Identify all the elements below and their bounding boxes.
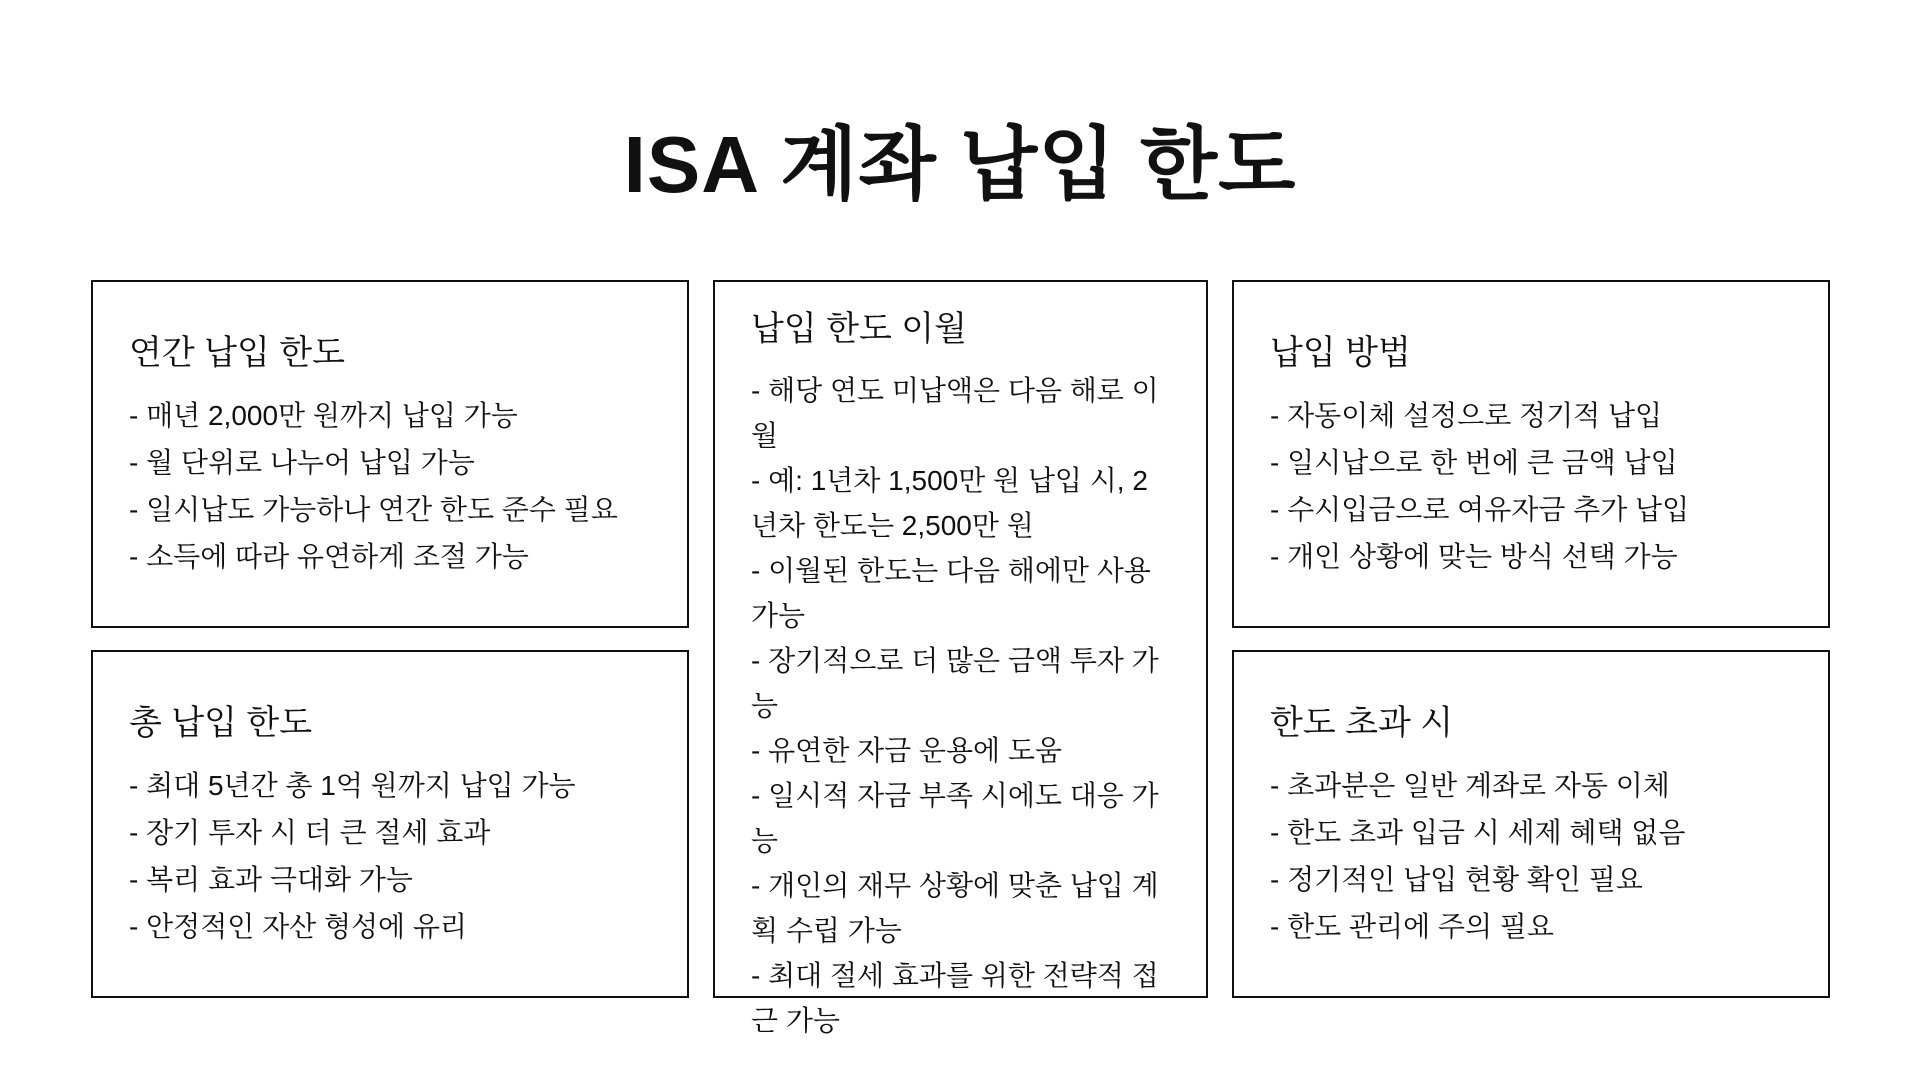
- list-item: - 한도 관리에 주의 필요: [1270, 911, 1554, 942]
- list-item: - 일시납도 가능하나 연간 한도 준수 필요: [129, 494, 618, 525]
- list-item: - 복리 효과 극대화 가능: [129, 864, 413, 895]
- card-heading: 납입 한도 이월: [751, 310, 967, 348]
- list-item: - 개인의 재무 상황에 맞춘 납입 계획 수립 가능: [751, 870, 1159, 946]
- card-limit-carryover: [713, 280, 1208, 1036]
- page-title: ISA 계좌 납입 한도: [623, 120, 1297, 209]
- card-heading: 한도 초과 시: [1270, 704, 1454, 742]
- list-item: - 최대 5년간 총 1억 원까지 납입 가능: [129, 770, 576, 801]
- card-heading: 납입 방법: [1270, 334, 1411, 372]
- list-item: - 초과분은 일반 계좌로 자동 이체: [1270, 770, 1670, 801]
- list-item: - 자동이체 설정으로 정기적 납입: [1270, 400, 1663, 431]
- card-annual-limit: [91, 280, 689, 628]
- card-list: [129, 762, 651, 950]
- card-list: [751, 368, 1170, 1043]
- list-item: - 한도 초과 입금 시 세제 혜택 없음: [1270, 817, 1686, 848]
- card-list: [1270, 392, 1792, 580]
- list-item: - 안정적인 자산 형성에 유리: [129, 911, 467, 942]
- card-list: [1270, 762, 1792, 950]
- card-over-limit: [1232, 650, 1830, 998]
- list-item: - 예: 1년차 1,500만 원 납입 시, 2년차 한도는 2,500만 원: [751, 465, 1148, 541]
- list-item: - 정기적인 납입 현황 확인 필요: [1270, 864, 1643, 895]
- list-item: - 장기적으로 더 많은 금액 투자 가능: [751, 645, 1159, 721]
- list-item: - 월 단위로 나누어 납입 가능: [129, 447, 475, 478]
- list-item: - 소득에 따라 유연하게 조절 가능: [129, 541, 529, 572]
- list-item: - 최대 절세 효과를 위한 전략적 접근 가능: [751, 960, 1159, 1036]
- list-item: - 일시납으로 한 번에 큰 금액 납입: [1270, 447, 1678, 478]
- list-item: - 개인 상황에 맞는 방식 선택 가능: [1270, 541, 1678, 572]
- list-item: - 일시적 자금 부족 시에도 대응 가능: [751, 780, 1159, 856]
- list-item: - 매년 2,000만 원까지 납입 가능: [129, 400, 518, 431]
- list-item: - 유연한 자금 운용에 도움: [751, 735, 1062, 766]
- list-item: - 해당 연도 미납액은 다음 해로 이월: [751, 375, 1159, 451]
- card-list: [129, 392, 651, 580]
- card-payment-method: [1232, 280, 1830, 628]
- card-total-limit: [91, 650, 689, 998]
- card-heading: 총 납입 한도: [129, 704, 313, 742]
- list-item: - 이월된 한도는 다음 해에만 사용 가능: [751, 555, 1151, 631]
- card-heading: 연간 납입 한도: [129, 334, 345, 372]
- list-item: - 수시입금으로 여유자금 추가 납입: [1270, 494, 1690, 525]
- list-item: - 장기 투자 시 더 큰 절세 효과: [129, 817, 491, 848]
